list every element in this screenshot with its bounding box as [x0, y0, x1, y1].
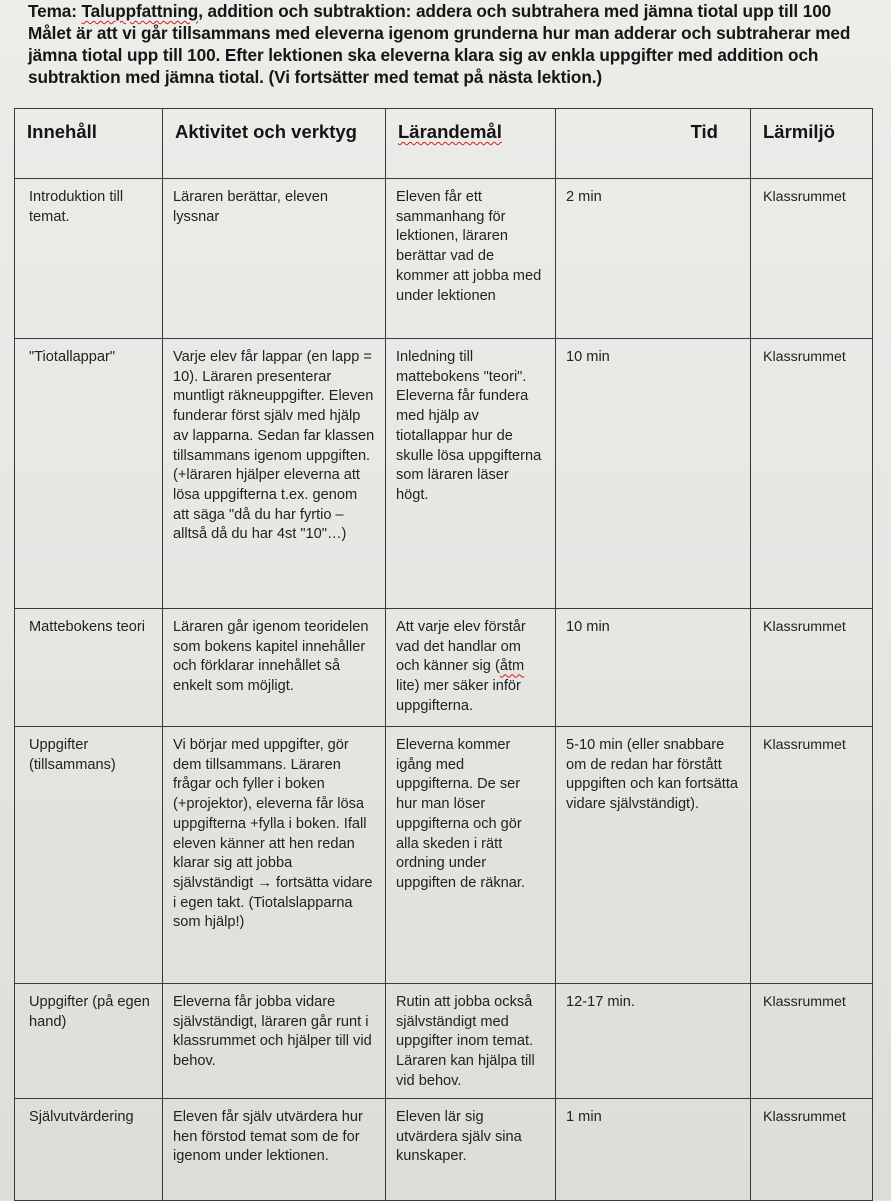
cell-larandemal [386, 609, 556, 727]
cell-aktivitet: Eleven får själv utvärdera hur hen förstod temat som de for igenom under lektionen. [163, 1099, 386, 1201]
table-row [15, 727, 873, 984]
tema-line [28, 0, 868, 22]
cell-aktivitet: Läraren berättar, eleven lyssnar [163, 179, 386, 339]
cell-larmiljo: Klassrummet [751, 984, 873, 1099]
cell-innehall: Mattebokens teori [15, 609, 163, 727]
larandemal-text-marked: åtm [499, 658, 525, 675]
cell-innehall: Uppgifter (på egen hand) [15, 984, 163, 1099]
larandemal-text-end: lite) mer säker inför uppgifterna. [396, 678, 521, 714]
table-row [15, 339, 873, 609]
table-row [15, 609, 873, 727]
cell-innehall: Självutvärdering [15, 1099, 163, 1201]
malet-label: Målet [28, 23, 72, 43]
malet-paragraph [28, 22, 868, 88]
header-aktivitet: Aktivitet och verktyg [163, 109, 386, 179]
cell-larandemal: Eleven får ett sammanhang för lektionen, läraren berättar vad de kommer att jobba med under lektionen [386, 179, 556, 339]
lesson-plan-table [14, 108, 873, 1201]
cell-larmiljo: Klassrummet [751, 727, 873, 984]
tema-rest: , addition och subtraktion: addera och subtrahera med jämna tiotal upp till 100 [198, 1, 832, 21]
cell-aktivitet: Vi börjar med uppgifter, gör dem tillsammans. Läraren frågar och fyller i boken (+projektor), eleverna får lösa uppgifterna +fylla i boken. Ifall eleven känner att hen redan klarar sig att jobba självständigt → fortsätta vidare i egen takt. (Tiotalslapparna som hjälp!) [163, 727, 386, 984]
header-larandemal-text: Lärandemål [398, 121, 502, 142]
larandemal-text-start: Att varje elev förstår vad det handlar om och känner sig ( [396, 619, 526, 675]
cell-larandemal: Eleven lär sig utvärdera själv sina kunskaper. [386, 1099, 556, 1201]
header-larmiljo: Lärmiljö [751, 109, 873, 179]
header-innehall: Innehåll [15, 109, 163, 179]
tema-label: Tema: [28, 1, 77, 21]
cell-tid: 12-17 min. [556, 984, 751, 1099]
cell-aktivitet: Eleverna får jobba vidare självständigt, läraren går runt i klassrummet och hjälper till vid behov. [163, 984, 386, 1099]
cell-larmiljo: Klassrummet [751, 339, 873, 609]
cell-aktivitet: Varje elev får lappar (en lapp = 10). Läraren presenterar muntligt räkneuppgifter. Eleven funderar först själv med hjälp av lapparna. Sedan far klassen tillsammans igenom uppgiften. (+läraren hjälper eleverna att lösa uppgifterna t.ex. genom att säga "då du har fyrtio – alltså då du har 4st "10"…) [163, 339, 386, 609]
cell-larandemal: Inledning till mattebokens "teori". Eleverna får fundera med hjälp av tiotallappar hur de skulle lösa uppgifterna som läraren läser högt. [386, 339, 556, 609]
tema-topic: Taluppfattning [81, 1, 199, 21]
cell-tid: 5-10 min (eller snabbare om de redan har förstått uppgiften och kan fortsätta vidare självständigt). [556, 727, 751, 984]
cell-innehall: "Tiotallappar" [15, 339, 163, 609]
cell-innehall: Introduktion till temat. [15, 179, 163, 339]
cell-tid: 10 min [556, 609, 751, 727]
cell-aktivitet: Läraren går igenom teoridelen som bokens kapitel innehåller och förklarar innehållet så enkelt som möjligt. [163, 609, 386, 727]
header-larandemal [386, 109, 556, 179]
cell-innehall: Uppgifter (tillsammans) [15, 727, 163, 984]
cell-tid: 10 min [556, 339, 751, 609]
lesson-intro [28, 0, 868, 88]
cell-larmiljo: Klassrummet [751, 179, 873, 339]
table-row [15, 984, 873, 1099]
cell-larandemal: Eleverna kommer igång med uppgifterna. De ser hur man löser uppgifterna och gör alla skeden i rätt ordning under uppgiften de räknar. [386, 727, 556, 984]
cell-larmiljo: Klassrummet [751, 1099, 873, 1201]
malet-text: är att vi går tillsammans med eleverna igenom grunderna hur man adderar och subtraherar med jämna tiotal upp till 100. Efter lektionen ska eleverna klara sig av enkla uppgifter med addition och subtraktion med jämna tiotal. (Vi fortsätter med temat på nästa lektion.) [28, 23, 851, 87]
cell-tid: 2 min [556, 179, 751, 339]
cell-larmiljo: Klassrummet [751, 609, 873, 727]
cell-tid: 1 min [556, 1099, 751, 1201]
table-row [15, 1099, 873, 1201]
table-row [15, 179, 873, 339]
cell-larandemal: Rutin att jobba också självständigt med uppgifter inom temat. Läraren kan hjälpa till vid behov. [386, 984, 556, 1099]
header-tid: Tid [556, 109, 751, 179]
table-header-row [15, 109, 873, 179]
